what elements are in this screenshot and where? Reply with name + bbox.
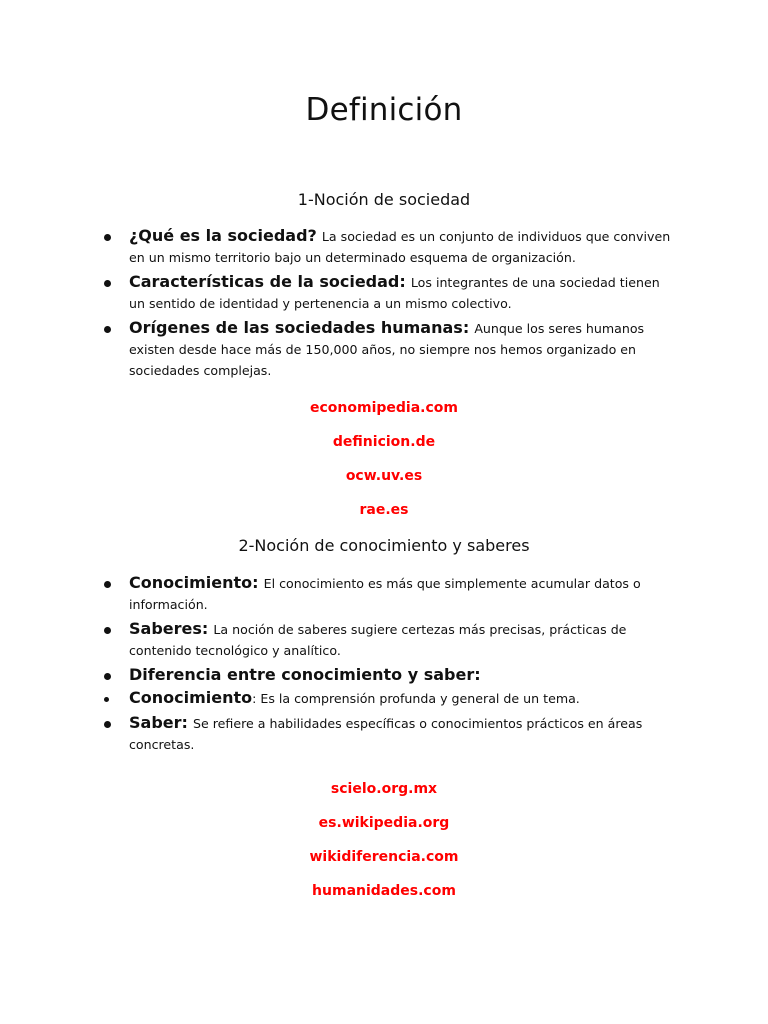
source-link-scielo[interactable]: scielo.org.mx <box>330 781 438 797</box>
list-item <box>104 619 674 661</box>
sociedad-list <box>104 226 674 381</box>
bullet-icon <box>104 326 111 333</box>
bullet-icon <box>104 627 111 634</box>
item-term: Saber: <box>129 713 188 732</box>
item-description: Se refiere a habilidades específicas o conocimientos prácticos en áreas concretas. <box>129 716 643 752</box>
list-item <box>104 713 674 755</box>
conocimiento-list <box>104 573 674 755</box>
bullet-icon <box>104 581 111 588</box>
list-item <box>104 272 674 314</box>
bullet-icon <box>104 280 111 287</box>
section-heading-conocimiento: 2-Noción de conocimiento y saberes <box>238 536 530 555</box>
item-description: El conocimiento es más que simplemente acumular datos o información. <box>129 576 641 612</box>
source-link-definicion[interactable]: definicion.de <box>332 434 436 450</box>
bullet-icon <box>104 697 109 702</box>
source-link-rae[interactable]: rae.es <box>359 502 409 518</box>
item-description: Aunque los seres humanos existen desde hace más de 150,000 años, no siempre nos hemos organizado en sociedades complejas. <box>129 321 645 378</box>
bullet-icon <box>104 234 111 241</box>
item-term: Orígenes de las sociedades humanas: <box>129 318 470 337</box>
section-heading-sociedad: 1-Noción de sociedad <box>297 190 471 209</box>
source-link-wikidiferencia[interactable]: wikidiferencia.com <box>309 849 459 865</box>
bullet-icon <box>104 721 111 728</box>
list-item <box>104 665 674 684</box>
list-item <box>104 573 674 615</box>
bullet-icon <box>104 673 111 680</box>
item-description: Los integrantes de una sociedad tienen un sentido de identidad y pertenencia a un mismo colectivo. <box>129 275 660 311</box>
item-term: Conocimiento <box>129 688 253 707</box>
item-description: La sociedad es un conjunto de individuos que conviven en un mismo territorio bajo un determinado esquema de organización. <box>129 229 671 265</box>
source-link-ocw-uv[interactable]: ocw.uv.es <box>345 468 423 484</box>
list-item <box>104 226 674 268</box>
item-term: Conocimiento: <box>129 573 259 592</box>
source-link-humanidades[interactable]: humanidades.com <box>312 883 456 899</box>
item-description: : Es la comprensión profunda y general de un tema. <box>252 691 580 706</box>
source-link-economipedia[interactable]: economipedia.com <box>310 400 458 416</box>
list-item <box>104 688 674 709</box>
item-term: Saberes: <box>129 619 209 638</box>
item-term: ¿Qué es la sociedad? <box>129 226 317 245</box>
item-term: Diferencia entre conocimiento y saber: <box>129 665 481 684</box>
item-description: La noción de saberes sugiere certezas más precisas, prácticas de contenido tecnológico y analítico. <box>129 622 627 658</box>
source-link-wikipedia[interactable]: es.wikipedia.org <box>318 815 450 831</box>
list-item <box>104 318 674 381</box>
item-term: Características de la sociedad: <box>129 272 406 291</box>
page-title: Definición <box>305 92 463 128</box>
